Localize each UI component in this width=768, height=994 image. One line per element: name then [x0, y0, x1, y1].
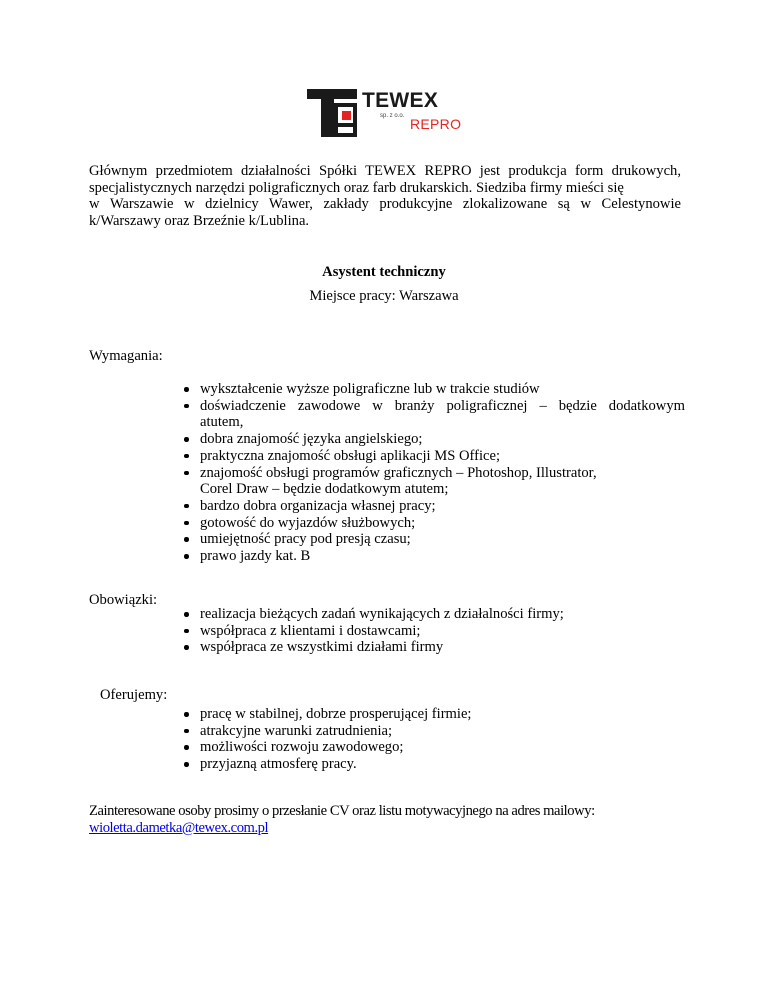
application-instructions [89, 803, 689, 836]
company-logo [307, 88, 467, 138]
closing-text: Zainteresowane osoby prosimy o przesłanie CV oraz listu motywacyjnego na adres mailowy: [89, 803, 595, 819]
company-description [89, 163, 681, 230]
intro-line: Głównym przedmiotem działalności Spółki TEWEX REPRO jest produkcja form drukowych, [89, 163, 681, 179]
list-item: pracę w stabilnej, dobrze prosperującej firmie; [180, 706, 685, 723]
duties-heading: Obowiązki: [89, 592, 158, 608]
list-item: gotowość do wyjazdów służbowych; [180, 515, 685, 532]
requirements-heading: Wymagania: [89, 348, 163, 364]
list-item: współpraca z klientami i dostawcami; [180, 623, 685, 640]
list-item: współpraca ze wszystkimi działami firmy [180, 639, 685, 656]
intro-line: w Warszawie w dzielnicy Wawer, zakłady produkcyjne zlokalizowane są w Celestynowie [89, 196, 681, 213]
list-item: atrakcyjne warunki zatrudnienia; [180, 723, 685, 740]
logo-legal-form: sp. z o.o. [380, 113, 405, 119]
intro-line: specjalistycznych narzędzi poligraficznych oraz farb drukarskich. Siedziba firmy mieści się [89, 179, 624, 196]
offer-list [180, 706, 685, 773]
list-item: prawo jazdy kat. B [180, 548, 685, 565]
intro-line: k/Warszawy oraz Brzeźnie k/Lublina. [89, 213, 310, 230]
list-item: realizacja bieżących zadań wynikających z działalności firmy; [180, 606, 685, 623]
tewex-logo-mark-icon [307, 88, 359, 138]
list-item: znajomość obsługi programów graficznych – Photoshop, Illustrator, Corel Draw – będzie dodatkowym atutem; [180, 465, 685, 498]
duties-list [180, 606, 685, 656]
job-location: Miejsce pracy: Warszawa [309, 288, 459, 304]
email-link[interactable]: wioletta.dametka@tewex.com.pl [89, 819, 269, 836]
list-item: doświadczenie zawodowe w branży poligraficznej – będzie dodatkowym atutem, [180, 398, 685, 431]
list-item: praktyczna znajomość obsługi aplikacji MS Office; [180, 448, 685, 465]
list-item: możliwości rozwoju zawodowego; [180, 739, 685, 756]
list-item: umiejętność pracy pod presją czasu; [180, 531, 685, 548]
offer-heading: Oferujemy: [100, 687, 168, 703]
list-item: wykształcenie wyższe poligraficzne lub w trakcie studiów [180, 381, 685, 398]
list-item: dobra znajomość języka angielskiego; [180, 431, 685, 448]
job-title: Asystent techniczny [322, 264, 446, 280]
requirements-list [180, 381, 685, 565]
logo-wordmark: TEWEX [362, 89, 439, 112]
list-item: przyjazną atmosferę pracy. [180, 756, 685, 773]
list-item: bardzo dobra organizacja własnej pracy; [180, 498, 685, 515]
logo-repro: REPRO [410, 116, 462, 132]
